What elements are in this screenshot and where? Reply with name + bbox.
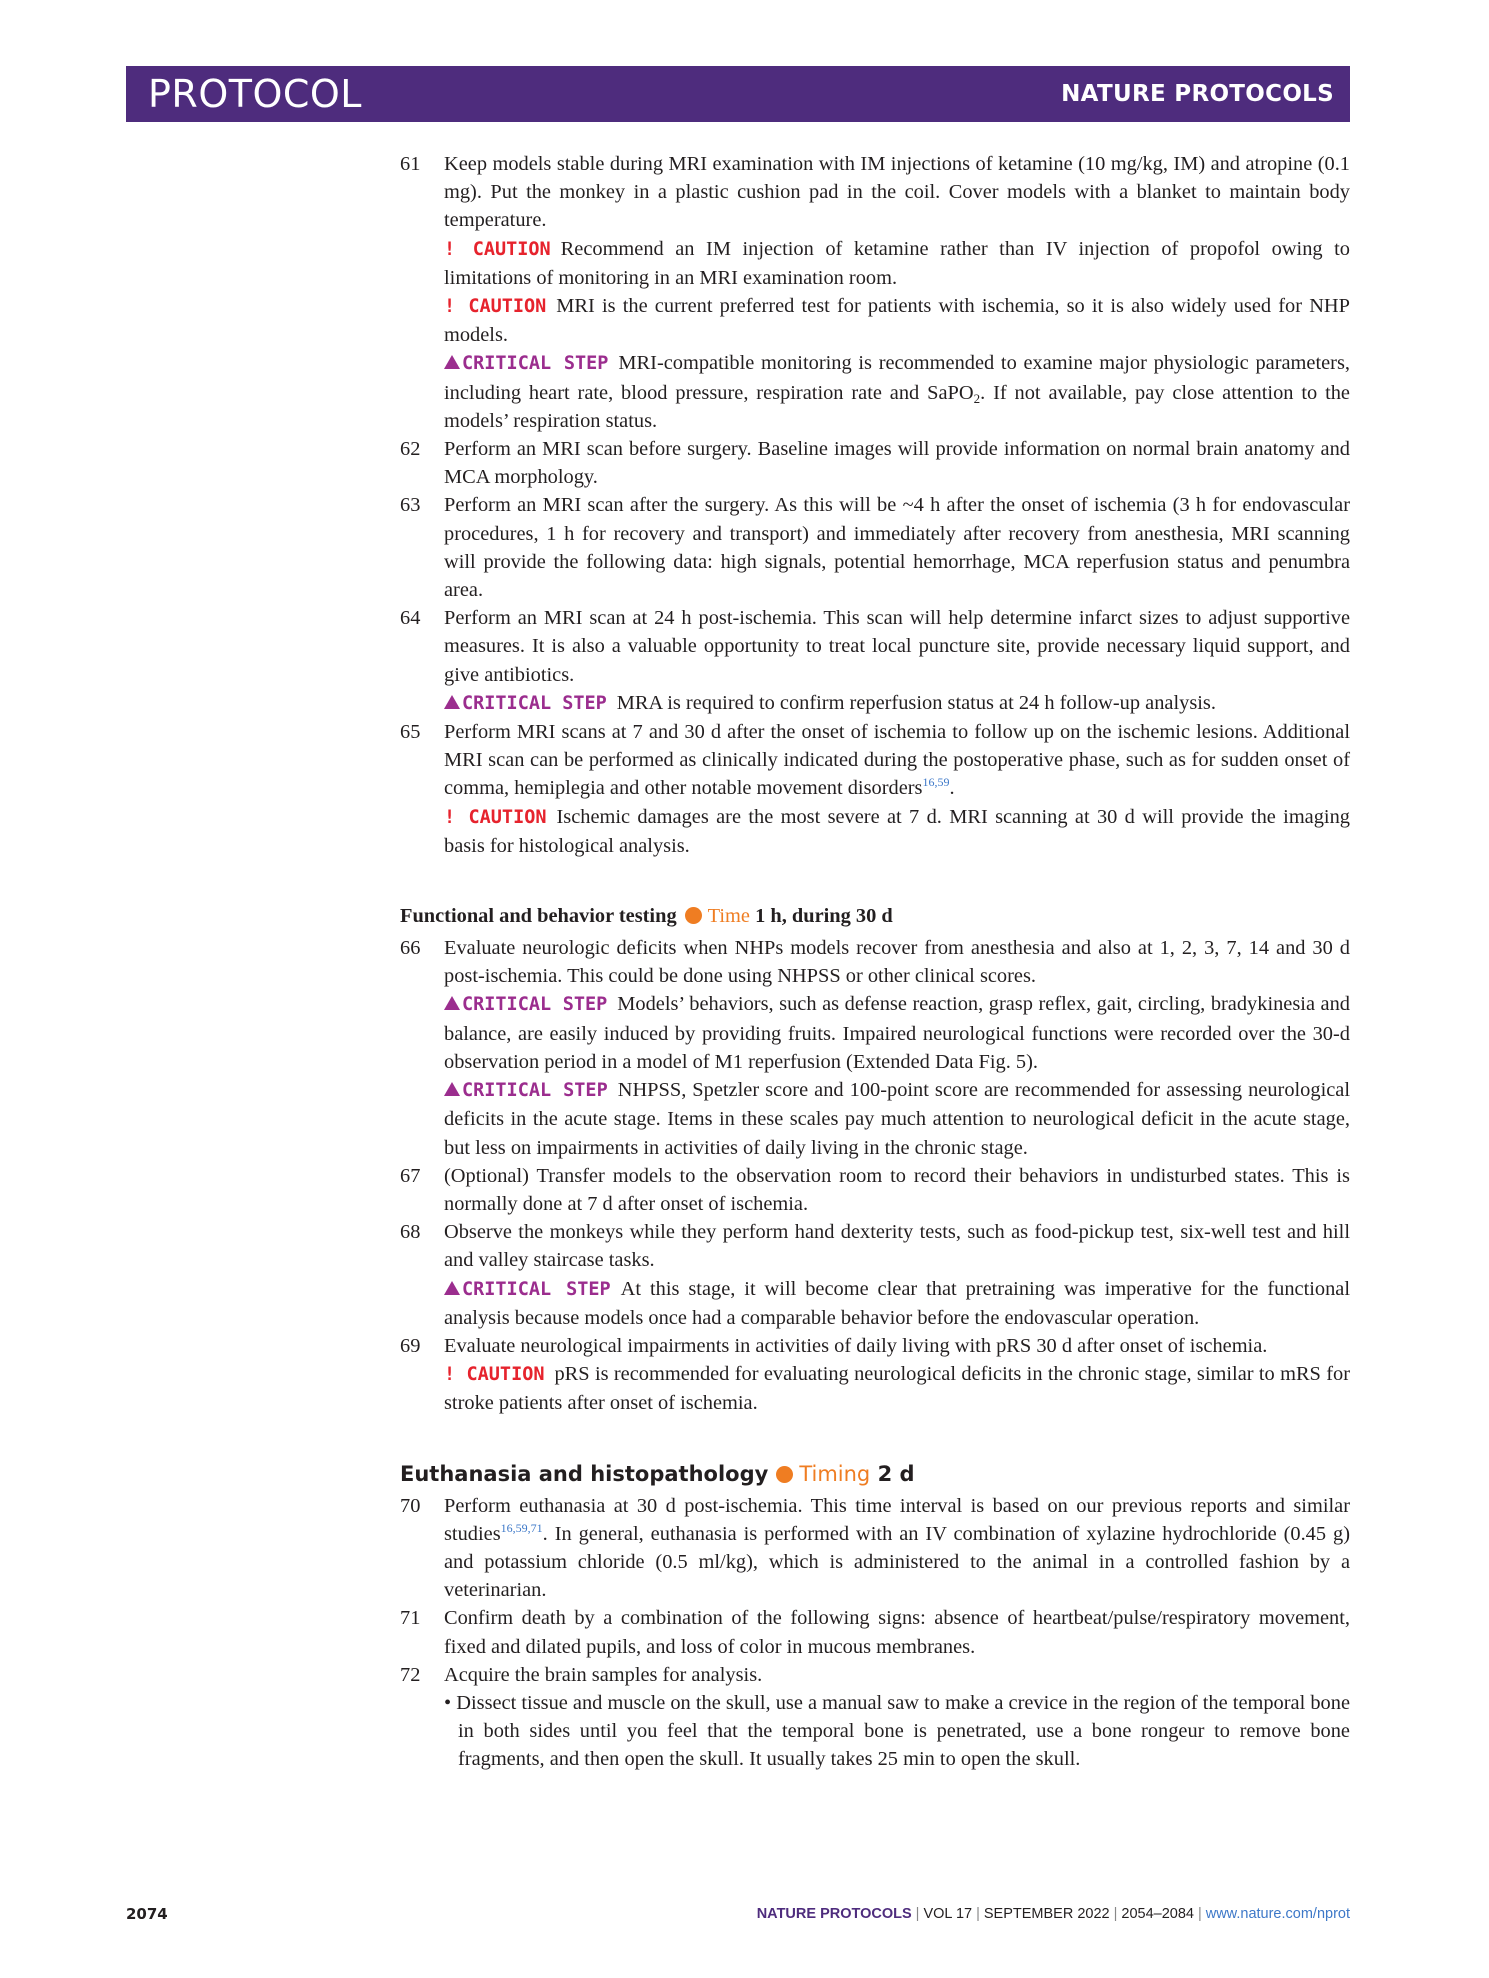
step-70 [400,1492,1350,1605]
step-64 [400,604,1350,689]
critical-step-label: CRITICAL STEP [462,1278,611,1300]
warning-triangle-icon [444,1281,460,1295]
caution-label: ! CAUTION [444,806,547,828]
step-72 [400,1661,1350,1689]
step-71 [400,1604,1350,1660]
critical-step-note [400,689,1350,718]
step-68 [400,1218,1350,1274]
step-number: 62 [400,438,421,461]
time-label: Time [707,905,750,928]
note-text: Ischemic damages are the most severe at 7 d. MRI scanning at 30 d will provide the imaging basis for histological analysis. [444,805,1350,857]
separator: | [1197,1906,1202,1922]
step-number: 72 [400,1663,421,1686]
step-number: 63 [400,494,421,517]
section-title: Functional and behavior testing [400,905,677,928]
time-label: Timing [799,1461,871,1486]
note-text: MRI is the current preferred test for patients with ischemia, so it is also widely used for NHP models. [444,295,1350,347]
caution-note [400,292,1350,349]
bullet-list [400,1689,1350,1774]
section-label: PROTOCOL [148,72,362,116]
note-text: Models’ behaviors, such as defense reaction, grasp reflex, gait, circling, bradykinesia and balance, are easily induced by providing fruits. Impaired neurological functions were recorded over the 30-d observation period in a model of M1 reperfusion (Extended Data Fig. 5). [444,993,1350,1073]
footer-date: SEPTEMBER 2022 [983,1906,1110,1922]
note-text: MRA is required to confirm reperfusion status at 24 h follow-up analysis. [616,691,1216,714]
critical-step-label: CRITICAL STEP [462,1080,608,1102]
footer-pages: 2054–2084 [1121,1906,1194,1922]
step-text: Evaluate neurologic deficits when NHPs models recover from anesthesia and also at 1, 2, 3, 7, 14 and 30 d post-ischemia. This could be done using NHPSS or other clinical scores. [444,937,1350,988]
step-61 [400,150,1350,235]
timing-dot-icon [776,1466,793,1483]
note-text: Recommend an IM injection of ketamine rather than IV injection of propofol owing to limitations of monitoring in an MRI examination room. [444,237,1350,289]
section-title: Euthanasia and histopathology [400,1461,769,1486]
step-text: Observe the monkeys while they perform hand dexterity tests, such as food-pickup test, six-well test and hill and valley staircase tasks. [444,1221,1350,1272]
critical-step-label: CRITICAL STEP [462,994,608,1016]
step-63 [400,491,1350,604]
step-number: 69 [400,1334,421,1357]
caution-note [400,1360,1350,1417]
time-value: 1 h, during 30 d [755,905,893,928]
time-value: 2 d [877,1461,915,1486]
critical-step-note [400,1076,1350,1162]
step-number: 65 [400,721,421,744]
timing-dot-icon [685,907,702,924]
section-heading [400,902,1350,930]
note-text: NHPSS, Spetzler score and 100-point score are recommended for assessing neurological deficits in the acute stage. Items in these scales pay much attention to neurological deficit in the acute stage, but less on impairments in activities of daily living in the chronic stage. [444,1079,1350,1159]
warning-triangle-icon [444,996,460,1010]
critical-step-note [400,349,1350,435]
note-text: MRI-compatible monitoring is recommended to examine major physiologic parameters, including heart rate, blood pressure, respiration rate and SaPO [444,352,1350,404]
footer-volume: VOL 17 [923,1906,973,1922]
separator: | [1113,1906,1118,1922]
step-text: Perform an MRI scan after the surgery. As this will be ~4 h after the onset of ischemia (3 h for endovascular procedures, 1 h for recovery and transport) and immediately after recovery from anesthesia, MRI scanning will provide the following data: high signals, potential hemorrhage, MCA reperfusion status and penumbra area. [444,494,1350,602]
caution-label: ! CAUTION [444,238,551,260]
step-number: 61 [400,153,421,175]
step-text: Keep models stable during MRI examination with IM injections of ketamine (10 mg/kg, IM) and atropine (0.1 mg). Put the monkey in a plastic cushion pad in the coil. Cover models with a blanket to maintain body temperature. [444,153,1350,232]
footer-journal: NATURE PROTOCOLS [756,1906,912,1922]
step-number: 70 [400,1494,421,1517]
footer-url-link[interactable]: www.nature.com/nprot [1205,1906,1350,1922]
step-text: Acquire the brain samples for analysis. [444,1663,763,1686]
separator: | [915,1906,920,1922]
step-number: 67 [400,1164,421,1187]
caution-note [400,235,1350,292]
step-text: Perform an MRI scan at 24 h post-ischemia. This scan will help determine infarct sizes to adjust supportive measures. It is also a valuable opportunity to treat local puncture site, provide necessary liquid support, and give antibiotics. [444,607,1350,686]
critical-step-note [400,990,1350,1076]
warning-triangle-icon [444,1082,460,1096]
warning-triangle-icon [444,355,460,369]
separator: | [976,1906,980,1922]
step-text: Confirm death by a combination of the following signs: absence of heartbeat/pulse/respiratory movement, fixed and dilated pupils, and loss of color in mucous membranes. [444,1607,1350,1658]
step-text: (Optional) Transfer models to the observation room to record their behaviors in undisturbed states. This is normally done at 7 d after onset of ischemia. [444,1164,1350,1215]
critical-step-label: CRITICAL STEP [462,692,607,714]
page-header [126,66,1350,122]
step-67 [400,1162,1350,1218]
subscript: 2 [973,390,981,406]
step-text: . In general, euthanasia is performed with an IV combination of xylazine hydrochloride (0.45 g) and potassium chloride (0.5 ml/kg), which is administered to the animal in a controlled fashion by a veterinarian. [444,1522,1350,1602]
reference-link[interactable]: 16,59 [922,775,950,790]
step-text: Perform euthanasia at 30 d post-ischemia. This time interval is based on our previous reports and similar studies [444,1494,1350,1545]
caution-note [400,803,1350,860]
note-text: . If not available, pay close attention to the models’ respiration status. [444,381,1350,432]
step-number: 68 [400,1221,421,1244]
note-text: At this stage, it will become clear that pretraining was imperative for the functional analysis because models once had a comparable behavior before the endovascular operation. [444,1277,1350,1329]
footer-citation [757,1906,1350,1922]
list-item: • Dissect tissue and muscle on the skull, use a manual saw to make a crevice in the region of the temporal bone in both sides until you feel that the temporal bone is penetrated, use a bone rongeur to remove bone fragments, and then open the skull. It usually takes 25 min to open the skull. [444,1691,1350,1771]
journal-title: NATURE PROTOCOLS [1061,81,1334,107]
step-text: Perform an MRI scan before surgery. Baseline images will provide information on normal brain anatomy and MCA morphology. [444,438,1350,489]
note-text: pRS is recommended for evaluating neurological deficits in the chronic stage, similar to mRS for stroke patients after onset of ischemia. [444,1363,1350,1415]
step-69 [400,1332,1350,1360]
warning-triangle-icon [444,695,460,709]
step-number: 71 [400,1607,421,1630]
step-65 [400,718,1350,803]
step-number: 66 [400,937,421,960]
step-62 [400,435,1350,491]
caution-label: ! CAUTION [444,1364,545,1386]
reference-link[interactable]: 16,59,71 [500,1520,543,1535]
step-number: 64 [400,607,421,630]
section-heading [400,1460,1350,1488]
step-text: Perform MRI scans at 7 and 30 d after the onset of ischemia to follow up on the ischemic lesions. Additional MRI scan can be performed as clinically indicated during the postoperative phase, such as for sudden onset of comma, hemiplegia and other notable movement disorders [444,721,1350,800]
punctuation: . [949,777,955,800]
page-number: 2074 [126,1905,168,1923]
critical-step-note [400,1275,1350,1332]
step-text: Evaluate neurological impairments in activities of daily living with pRS 30 d after onset of ischemia. [444,1334,1268,1357]
main-content [400,150,1350,1774]
critical-step-label: CRITICAL STEP [462,353,609,375]
caution-label: ! CAUTION [444,296,547,318]
step-66 [400,934,1350,990]
